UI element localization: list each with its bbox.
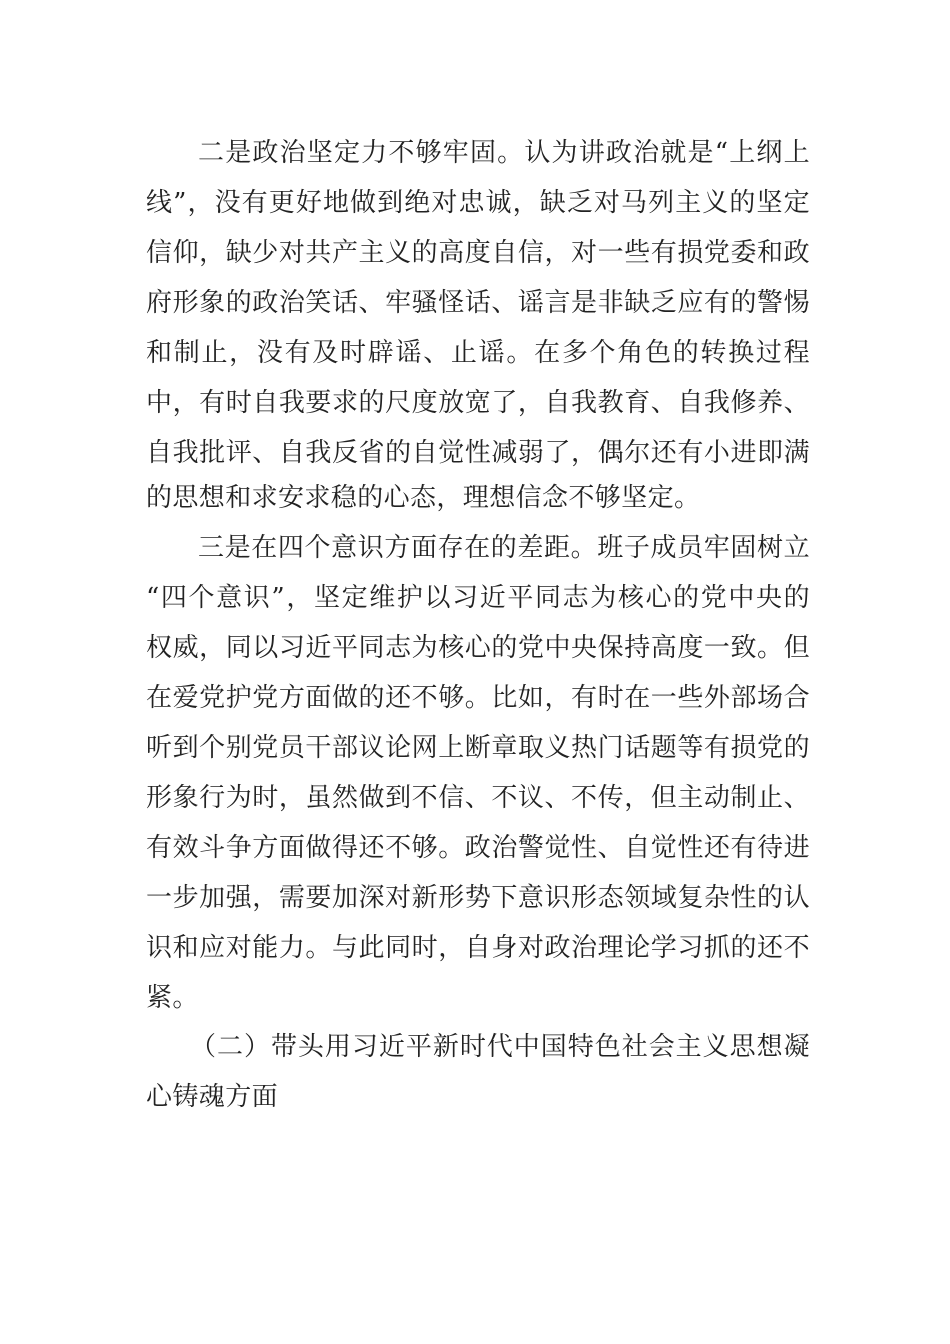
paragraph-line: 紧。 [146,983,199,1013]
paragraph-line: 在爱党护党方面做的还不够。比如，有时在一些外部场合 [146,683,810,713]
paragraph-line: 信仰，缺少对共产主义的高度自信，对一些有损党委和政 [146,238,810,268]
paragraph-line: 识和应对能力。与此同时，自身对政治理论学习抓的还不 [146,933,810,963]
paragraph-line: 中，有时自我要求的尺度放宽了，自我教育、自我修养、 [146,388,810,418]
paragraph-line: 自我批评、自我反省的自觉性减弱了，偶尔还有小进即满 [146,438,810,468]
paragraph-line: 一步加强，需要加深对新形势下意识形态领域复杂性的认 [146,883,810,913]
paragraph-line: 二是政治坚定力不够牢固。认为讲政治就是“上纲上 [198,138,810,168]
heading-line: （二）带头用习近平新时代中国特色社会主义思想凝 [190,1032,810,1062]
paragraph-line: 三是在四个意识方面存在的差距。班子成员牢固树立 [198,533,810,563]
paragraph-line: 形象行为时，虽然做到不信、不议、不传，但主动制止、 [146,783,810,813]
paragraph-line: 权威，同以习近平同志为核心的党中央保持高度一致。但 [146,633,810,663]
paragraph-line: 的思想和求安求稳的心态，理想信念不够坚定。 [146,483,701,513]
paragraph-line: 府形象的政治笑话、牢骚怪话、谣言是非缺乏应有的警惕 [146,288,810,318]
paragraph-line: 和制止，没有及时辟谣、止谣。在多个角色的转换过程 [146,338,810,368]
heading-line: 心铸魂方面 [146,1082,279,1112]
paragraph-line: 听到个别党员干部议论网上断章取义热门话题等有损党的 [146,733,810,763]
paragraph-line: “四个意识”，坚定维护以习近平同志为核心的党中央的 [146,583,810,613]
paragraph-line: 线”，没有更好地做到绝对忠诚，缺乏对马列主义的坚定 [146,188,810,218]
paragraph-line: 有效斗争方面做得还不够。政治警觉性、自觉性还有待进 [146,833,810,863]
